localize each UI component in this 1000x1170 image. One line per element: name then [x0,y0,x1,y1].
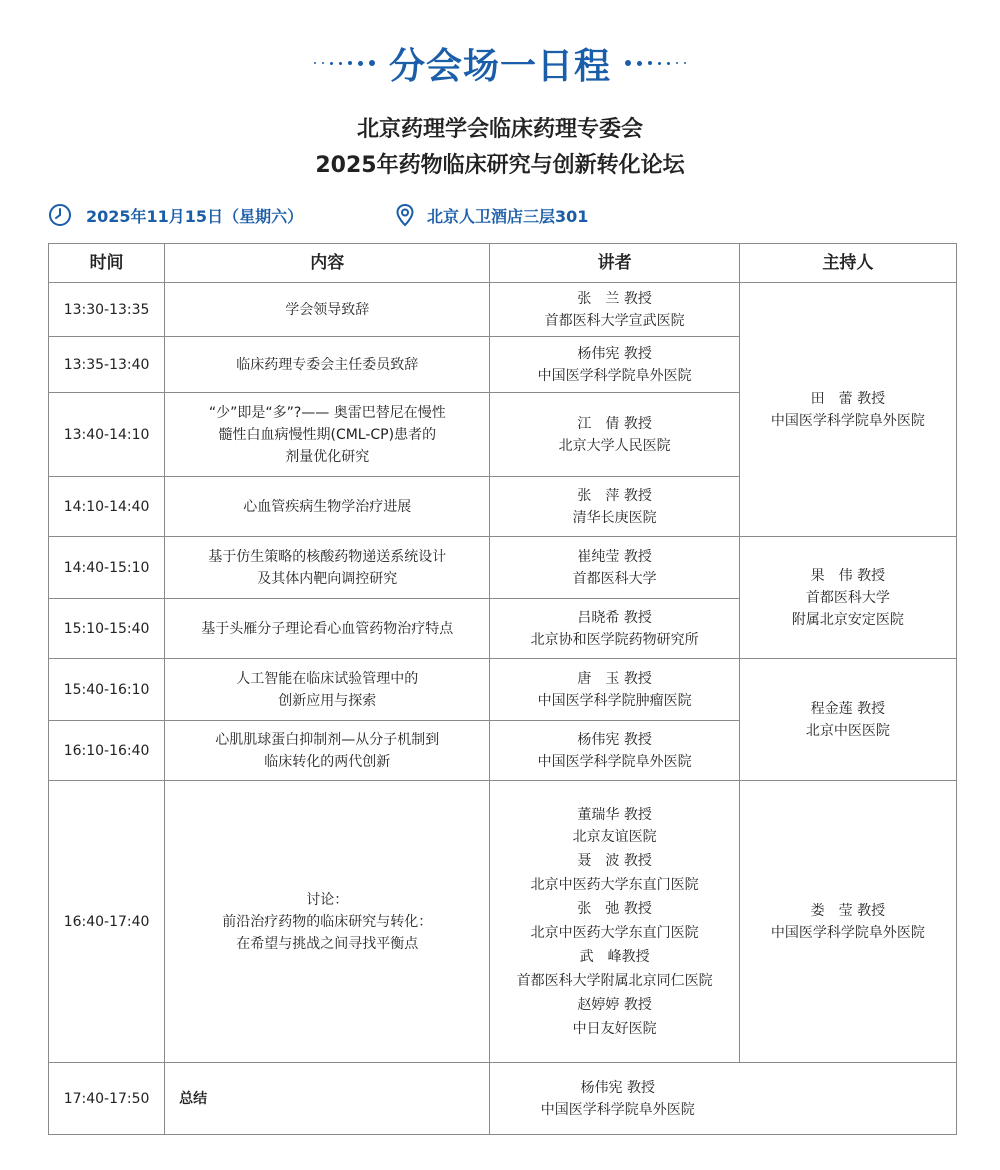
speaker-org: 北京中医药大学东直门医院 [530,924,699,941]
content-cell [165,337,490,393]
speaker-org: 中国医学科学院阜外医院 [540,1101,695,1118]
speaker-name: 杨伟宪 教授 [580,1079,655,1096]
table-header-row [49,244,957,283]
event-date: 2025年11月15日（星期六） [86,206,304,226]
subtitle-line-1: 北京药理学会临床药理专委会 [356,117,643,142]
content-cell [165,537,490,599]
content-cell [165,721,490,781]
content-line: 心肌肌球蛋白抑制剂—从分子机制到 [215,731,440,748]
speaker-name: 唐 玉 教授 [577,670,652,687]
subtitle-line-2: 2025年药物临床研究与创新转化论坛 [315,153,685,178]
speaker-org: 中国医学科学院肿瘤医院 [537,692,692,709]
host-org: 中国医学科学院阜外医院 [770,412,925,429]
content-line: 髓性白血病慢性期(CML-CP)患者的 [218,426,437,443]
host-name: 果 伟 教授 [810,567,886,584]
time-cell: 15:10-15:40 [49,599,165,659]
speaker-cell [490,283,739,337]
speaker-org: 北京协和医学院药物研究所 [530,631,699,648]
content-cell [165,283,490,337]
speaker-name: 杨伟宪 教授 [577,731,652,748]
time-cell: 13:30-13:35 [49,283,165,337]
time-cell: 17:40-17:50 [49,1063,165,1135]
content-line: “少”即是“多”?—— 奥雷巴替尼在慢性 [208,404,446,421]
speaker-name: 董瑞华 教授 [577,806,652,823]
speaker-name: 张 弛 教授 [577,900,652,917]
time-cell: 13:35-13:40 [49,337,165,393]
speaker-org: 清华长庚医院 [572,509,657,526]
page-title: 分会场一日程 [388,45,611,87]
speaker-org: 中日友好医院 [572,1020,657,1037]
speaker-cell [490,337,739,393]
location-info [393,200,588,230]
event-location: 北京人卫酒店三层301 [427,206,589,226]
content-line: 及其体内靶向调控研究 [257,570,398,587]
content-line: 基于头雁分子理论看心血管药物治疗特点 [201,620,454,637]
speaker-cell [490,781,739,1063]
speaker-cell [490,537,739,599]
map-pin-icon [393,203,417,227]
content-cell [165,1063,490,1135]
content-cell [165,477,490,537]
speaker-cell [490,599,739,659]
header-host: 主持人 [739,244,956,283]
host-org: 中国医学科学院阜外医院 [770,924,925,941]
table-row [49,659,957,721]
content-line: 人工智能在临床试验管理中的 [236,670,419,687]
host-org: 附属北京安定医院 [791,611,904,628]
speaker-org: 中国医学科学院阜外医院 [537,367,692,384]
content-line: 心血管疾病生物学治疗进展 [243,498,412,515]
content-line: 前沿治疗药物的临床研究与转化： [222,913,433,930]
content-cell [165,781,490,1063]
content-line: 创新应用与探索 [278,692,377,709]
content-cell [165,659,490,721]
speaker-cell [490,659,739,721]
host-name: 程金莲 教授 [810,700,886,717]
content-line: 总结 [179,1090,208,1107]
time-cell: 13:40-14:10 [49,393,165,477]
host-cell [739,283,956,537]
speaker-org: 首都医科大学 [572,570,657,587]
content-line: 临床药理专委会主任委员致辞 [236,356,419,373]
host-org: 首都医科大学 [805,589,890,606]
host-cell [739,537,956,659]
speaker-name: 聂 波 教授 [577,852,652,869]
table-row [49,283,957,337]
header-time: 时间 [49,244,165,283]
content-line: 在希望与挑战之间寻找平衡点 [236,935,419,952]
speaker-name: 崔纯莹 教授 [577,548,652,565]
agenda-table [48,243,957,1135]
left-dots-decoration [314,60,375,66]
title-row [0,38,1000,88]
host-cell [739,659,956,781]
speaker-name: 杨伟宪 教授 [577,345,652,362]
speaker-org: 中国医学科学院阜外医院 [537,753,692,770]
speaker-org: 北京友谊医院 [572,828,657,845]
speaker-org: 北京大学人民医院 [558,437,671,454]
speaker-org: 首都医科大学附属北京同仁医院 [516,972,713,989]
table-row [49,1063,957,1135]
speaker-name: 赵婷婷 教授 [577,996,652,1013]
time-cell: 15:40-16:10 [49,659,165,721]
date-info [48,200,303,230]
speaker-cell [490,393,739,477]
time-cell: 14:40-15:10 [49,537,165,599]
content-line: 剂量优化研究 [285,448,370,465]
speaker-name: 吕晓希 教授 [577,609,652,626]
table-row [49,781,957,1063]
content-line: 临床转化的两代创新 [264,753,391,770]
speaker-name: 张 萍 教授 [577,487,652,504]
speaker-org: 北京中医药大学东直门医院 [530,876,699,893]
host-name: 娄 莹 教授 [810,902,886,919]
content-line: 讨论： [306,891,349,908]
clock-icon [48,203,72,227]
time-cell: 16:40-17:40 [49,781,165,1063]
content-cell [165,393,490,477]
header-content: 内容 [165,244,490,283]
time-cell: 14:10-14:40 [49,477,165,537]
content-cell [165,599,490,659]
right-dots-decoration [625,60,686,66]
time-cell: 16:10-16:40 [49,721,165,781]
content-line: 基于仿生策略的核酸药物递送系统设计 [208,548,447,565]
speaker-cell [490,477,739,537]
speaker-cell [490,1063,957,1135]
host-cell [739,781,956,1063]
speaker-name: 江 倩 教授 [577,415,652,432]
speaker-name: 张 兰 教授 [577,290,652,307]
speaker-org: 首都医科大学宣武医院 [544,312,685,329]
header-speaker: 讲者 [490,244,739,283]
speaker-name: 武 峰教授 [579,948,650,965]
content-line: 学会领导致辞 [285,301,370,318]
speaker-cell [490,721,739,781]
table-row [49,537,957,599]
host-org: 北京中医医院 [805,722,890,739]
host-name: 田 蕾 教授 [810,390,886,407]
